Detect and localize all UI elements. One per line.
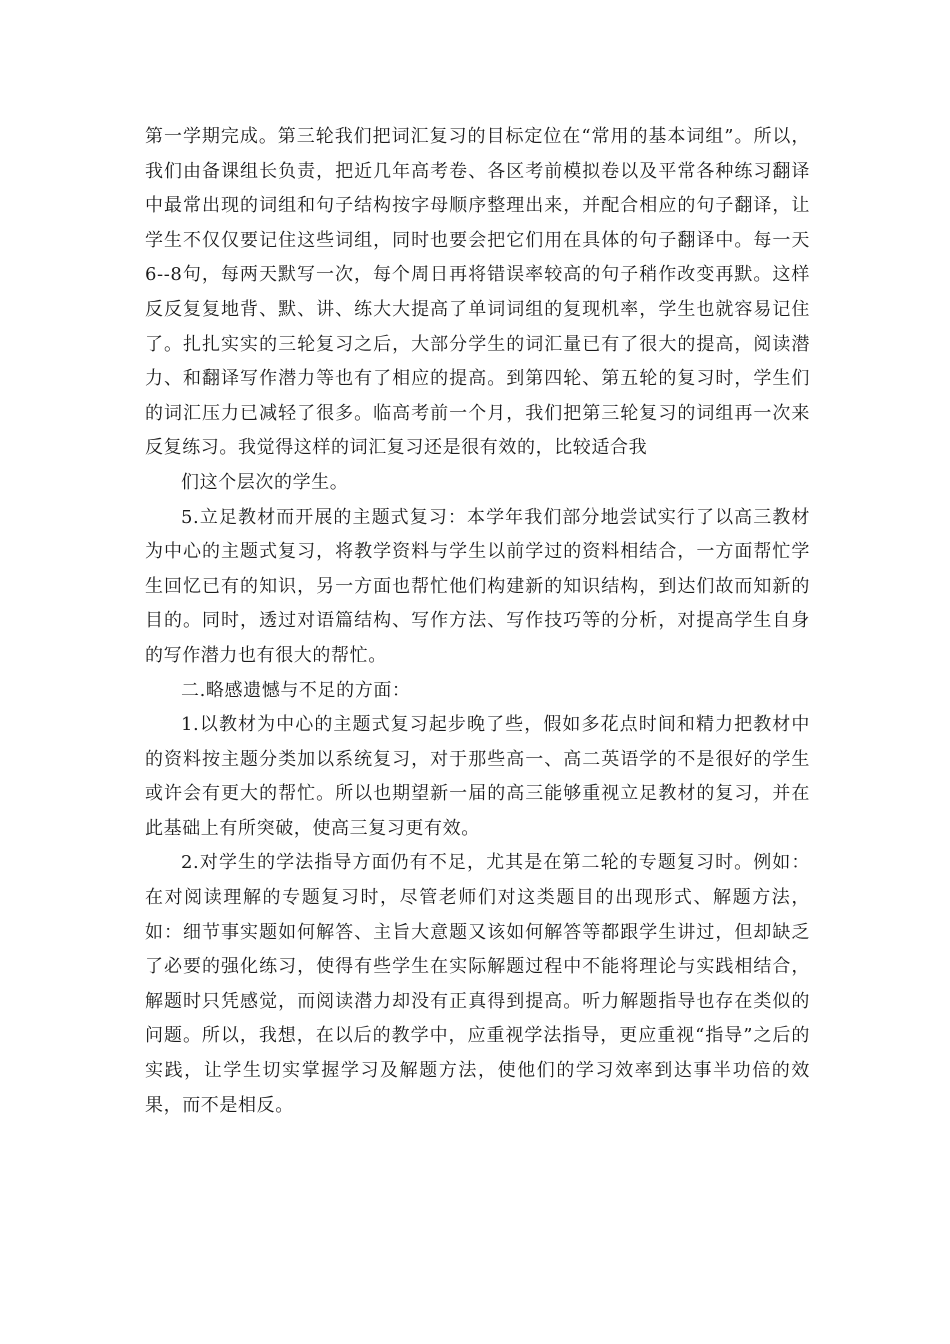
paragraph-vocabulary-review-continued: 们这个层次的学生。 bbox=[181, 471, 349, 493]
paragraph-vocabulary-review: 第一学期完成。第三轮我们把词汇复习的目标定位在“常用的基本词组”。所以，我们由备课组长负责，把近几年高考卷、各区考前模拟卷以及平常各种练习翻译中最常出现的词组和句子结构按字母顺序整理出来，并配合相应的句子翻译，让学生不仅仅要记住这些词组，同时也要会把它们用在具体的句子翻译中。每一天6--8句，每两天默写一次，每个周日再将错误率较高的句子稍作改变再默。这样反反复复地背、默、讲、练大大提高了单词词组的复现机率，学生也就容易记住了。扎扎实实的三轮复习之后，大部分学生的词汇量已有了很大的提高，阅读潜力、和翻译写作潜力等也有了相应的提高。到第四轮、第五轮的复习时，学生们的词汇压力已减轻了很多。临高考前一个月，我们把第三轮复习的词组再一次来反复练习。我觉得这样的词汇复习还是很有效的，比较适合我 bbox=[145, 126, 810, 459]
section-heading-shortcomings: 二.略感遗憾与不足的方面： bbox=[181, 679, 411, 701]
document-body bbox=[145, 120, 810, 1123]
paragraph-shortcoming-1: 1.以教材为中心的主题式复习起步晚了些，假如多花点时间和精力把教材中的资料按主题分类加以系统复习，对于那些高一、高二英语学的不是很好的学生或许会有更大的帮忙。所以也期望新一届的高三能够重视立足教材的复习，并在此基础上有所突破，使高三复习更有效。 bbox=[145, 714, 810, 839]
paragraph-shortcoming-2: 2.对学生的学法指导方面仍有不足，尤其是在第二轮的专题复习时。例如：在对阅读理解的专题复习时，尽管老师们对这类题目的出现形式、解题方法，如：细节事实题如何解答、主旨大意题又该如何解答等都跟学生讲过，但却缺乏了必要的强化练习，使得有些学生在实际解题过程中不能将理论与实践相结合，解题时只凭感觉，而阅读潜力却没有正真得到提高。听力解题指导也存在类似的问题。所以，我想，在以后的教学中，应重视学法指导，更应重视“指导”之后的实践，让学生切实掌握学习及解题方法，使他们的学习效率到达事半功倍的效果，而不是相反。 bbox=[145, 852, 810, 1116]
paragraph-thematic-review: 5.立足教材而开展的主题式复习：本学年我们部分地尝试实行了以高三教材为中心的主题式复习，将教学资料与学生以前学过的资料相结合，一方面帮忙学生回忆已有的知识，另一方面也帮忙他们构建新的知识结构，到达们故而知新的目的。同时，透过对语篇结构、写作方法、写作技巧等的分析，对提高学生自身的写作潜力也有很大的帮忙。 bbox=[145, 506, 810, 666]
